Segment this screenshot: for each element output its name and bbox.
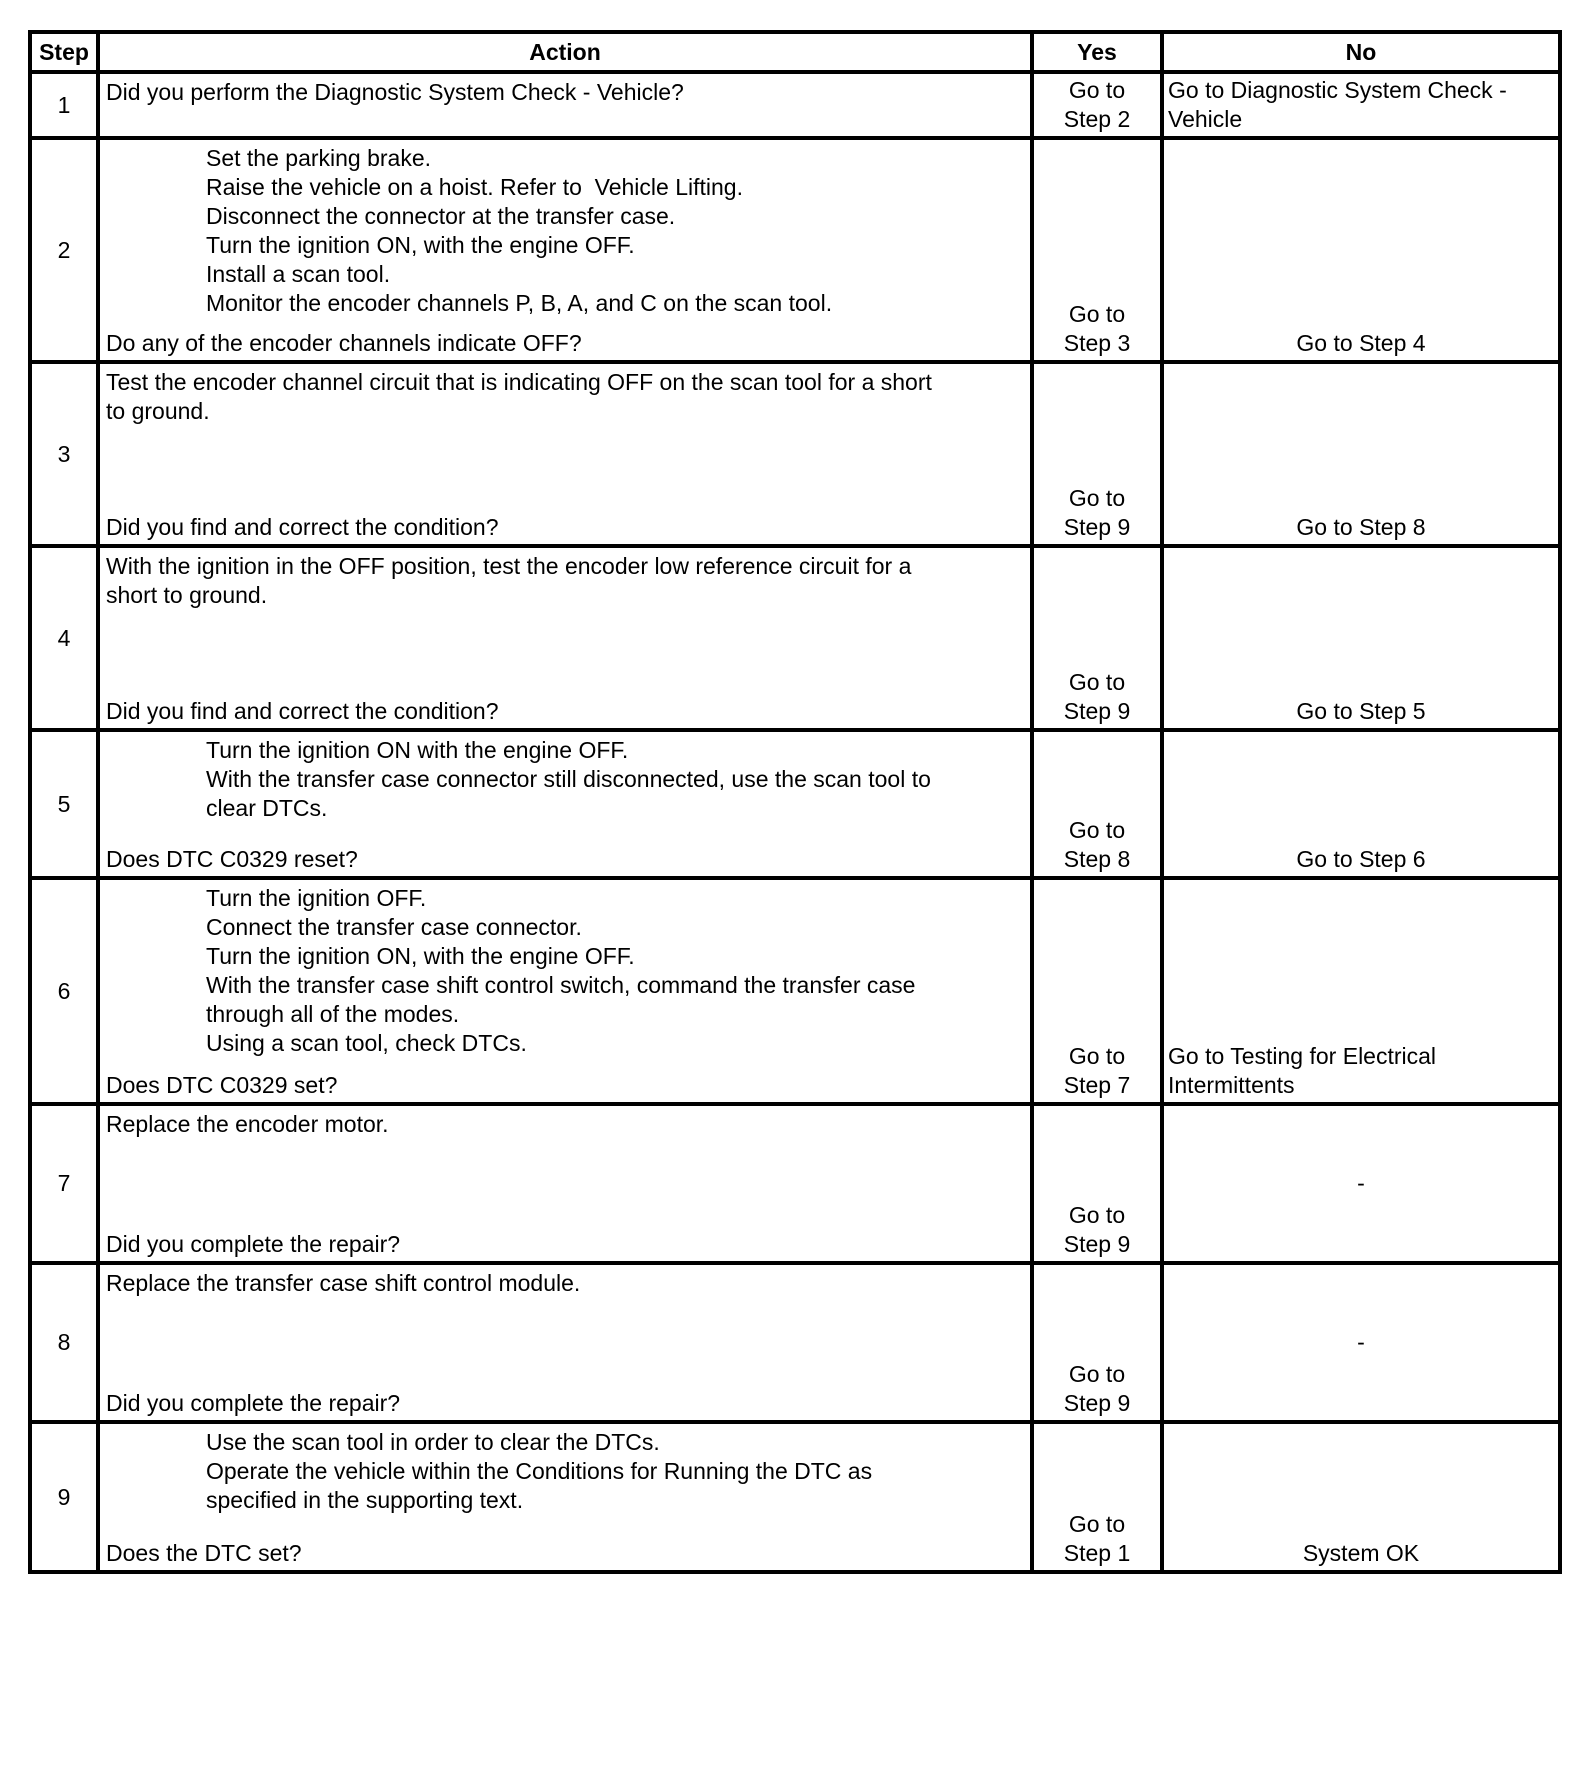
action-line: Disconnect the connector at the transfer case.: [206, 203, 676, 229]
table-row: [30, 362, 1560, 546]
yes-cell: [1032, 1263, 1162, 1422]
table-row: [30, 1263, 1560, 1422]
step-number: 7: [30, 1104, 98, 1263]
no-cell: [1162, 1104, 1560, 1263]
yes-cell: [1032, 362, 1162, 546]
yes-cell: [1032, 878, 1162, 1104]
table-row: [30, 1104, 1560, 1263]
action-line: short to ground.: [106, 582, 268, 608]
action-line: Monitor the encoder channels P, B, A, and C on the scan tool.: [206, 290, 833, 316]
yes-target: Step 9: [1063, 1231, 1131, 1257]
action-question: Does DTC C0329 set?: [106, 1072, 338, 1098]
action-line: Turn the ignition ON, with the engine OFF.: [206, 943, 635, 969]
action-cell: [98, 1263, 1032, 1422]
action-line: Turn the ignition ON with the engine OFF.: [206, 737, 629, 763]
action-cell: [98, 138, 1032, 362]
action-question: Did you find and correct the condition?: [106, 514, 499, 540]
action-line: Using a scan tool, check DTCs.: [206, 1030, 527, 1056]
table-row: [30, 730, 1560, 878]
header-action: Action: [98, 32, 1032, 72]
table-row: [30, 138, 1560, 362]
header-row: [30, 32, 1560, 72]
action-line: Operate the vehicle within the Conditions for Running the DTC as: [206, 1458, 873, 1484]
action-question: Did you complete the repair?: [106, 1390, 401, 1416]
no-cell: [1162, 1422, 1560, 1572]
no-target: Go to Step 5: [1296, 698, 1426, 724]
no-target: Go to Step 4: [1296, 330, 1426, 356]
action-cell: [98, 730, 1032, 878]
action-line: Use the scan tool in order to clear the DTCs.: [206, 1429, 660, 1455]
table-row: [30, 546, 1560, 730]
header-no: No: [1162, 32, 1560, 72]
action-cell: [98, 362, 1032, 546]
action-line: With the ignition in the OFF position, test the encoder low reference circuit for a: [106, 553, 912, 579]
action-cell: [98, 1104, 1032, 1263]
yes-target: Go to: [1068, 1511, 1126, 1537]
action-line: With the transfer case connector still disconnected, use the scan tool to: [206, 766, 931, 792]
yes-target: Step 3: [1063, 330, 1131, 356]
action-cell: [98, 72, 1032, 138]
yes-target: Go to: [1068, 301, 1126, 327]
yes-target: Go to: [1068, 817, 1126, 843]
action-line: Install a scan tool.: [206, 261, 391, 287]
yes-target: Go to: [1068, 1202, 1126, 1228]
yes-cell: [1032, 72, 1162, 138]
header-yes: Yes: [1032, 32, 1162, 72]
step-number: 1: [30, 72, 98, 138]
no-target: System OK: [1302, 1540, 1420, 1566]
yes-target: Go to: [1068, 77, 1126, 103]
action-line: Turn the ignition OFF.: [206, 885, 427, 911]
action-cell: [98, 546, 1032, 730]
step-number: 3: [30, 362, 98, 546]
yes-target: Step 7: [1063, 1072, 1131, 1098]
no-target: Go to Step 6: [1296, 846, 1426, 872]
yes-target: Step 9: [1063, 1390, 1131, 1416]
no-target: Go to Diagnostic System Check -: [1168, 77, 1507, 103]
table-row: [30, 1422, 1560, 1572]
action-line: to ground.: [106, 398, 210, 424]
action-line: Connect the transfer case connector.: [206, 914, 582, 940]
action-question: Does the DTC set?: [106, 1540, 302, 1566]
action-line: Raise the vehicle on a hoist. Refer to Vehicle Lifting.: [206, 174, 743, 200]
yes-target: Step 9: [1063, 698, 1131, 724]
no-target: -: [1357, 1170, 1365, 1196]
step-number: 8: [30, 1263, 98, 1422]
action-line: Replace the transfer case shift control module.: [106, 1270, 581, 1296]
no-cell: [1162, 878, 1560, 1104]
action-question: Do any of the encoder channels indicate OFF?: [106, 330, 582, 356]
no-target: Go to Step 8: [1296, 514, 1426, 540]
no-target: Go to Testing for Electrical: [1168, 1043, 1437, 1069]
table-row: [30, 72, 1560, 138]
action-line: through all of the modes.: [206, 1001, 460, 1027]
action-line: Replace the encoder motor.: [106, 1111, 389, 1137]
yes-cell: [1032, 1422, 1162, 1572]
no-target: -: [1357, 1329, 1365, 1355]
action-question: Did you complete the repair?: [106, 1231, 401, 1257]
yes-cell: [1032, 1104, 1162, 1263]
action-question: Does DTC C0329 reset?: [106, 846, 358, 872]
no-cell: [1162, 1263, 1560, 1422]
action-line: specified in the supporting text.: [206, 1487, 524, 1513]
action-question: Did you find and correct the condition?: [106, 698, 499, 724]
yes-target: Go to: [1068, 1361, 1126, 1387]
yes-target: Step 2: [1063, 106, 1131, 132]
action-line: clear DTCs.: [206, 795, 328, 821]
yes-cell: [1032, 138, 1162, 362]
action-line: Did you perform the Diagnostic System Check - Vehicle?: [106, 79, 684, 105]
no-cell: [1162, 730, 1560, 878]
action-cell: [98, 1422, 1032, 1572]
step-number: 2: [30, 138, 98, 362]
yes-target: Go to: [1068, 1043, 1126, 1069]
action-line: Test the encoder channel circuit that is indicating OFF on the scan tool for a short: [106, 369, 932, 395]
yes-cell: [1032, 730, 1162, 878]
action-line: Set the parking brake.: [206, 145, 432, 171]
step-number: 5: [30, 730, 98, 878]
action-cell: [98, 878, 1032, 1104]
no-cell: [1162, 546, 1560, 730]
yes-target: Step 9: [1063, 514, 1131, 540]
yes-target: Step 1: [1063, 1540, 1131, 1566]
header-step: Step: [30, 32, 98, 72]
step-number: 4: [30, 546, 98, 730]
diagnostic-table: [28, 30, 1562, 1574]
yes-target: Go to: [1068, 669, 1126, 695]
yes-target: Go to: [1068, 485, 1126, 511]
yes-target: Step 8: [1063, 846, 1131, 872]
step-number: 6: [30, 878, 98, 1104]
table-row: [30, 878, 1560, 1104]
no-cell: [1162, 362, 1560, 546]
action-line: With the transfer case shift control switch, command the transfer case: [206, 972, 916, 998]
step-number: 9: [30, 1422, 98, 1572]
action-line: Turn the ignition ON, with the engine OFF.: [206, 232, 635, 258]
no-target: Vehicle: [1168, 106, 1243, 132]
no-cell: [1162, 138, 1560, 362]
yes-cell: [1032, 546, 1162, 730]
no-target: Intermittents: [1168, 1072, 1295, 1098]
no-cell: [1162, 72, 1560, 138]
